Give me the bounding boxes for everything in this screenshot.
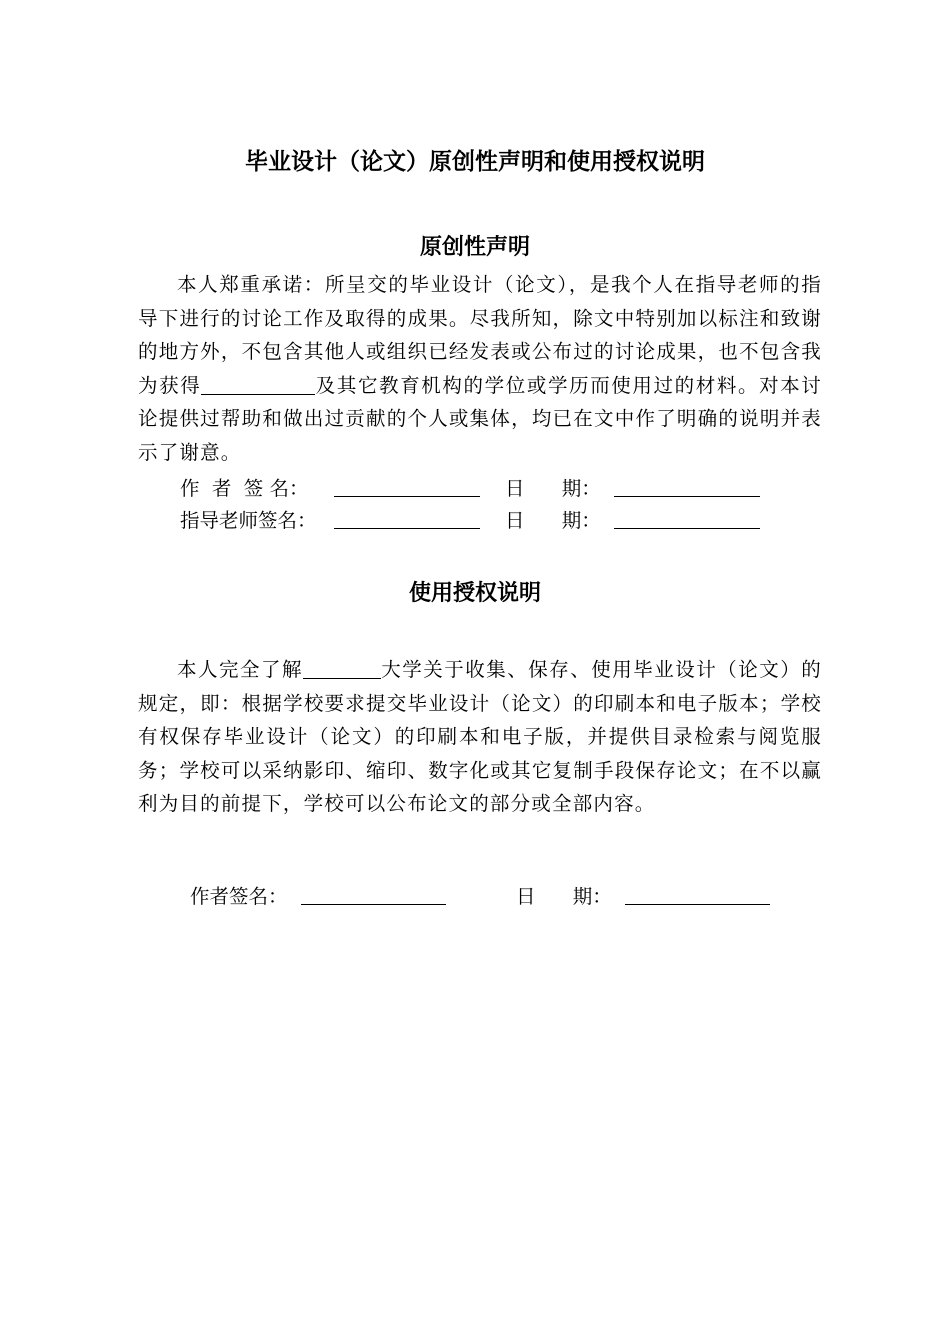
originality-text-part2: 及其它教育机构的学位或学历而使用过的材料。对本讨论提供过帮助和做出过贡献的个人或集体，均已在文中作了明确的说明并表示了谢意。 — [138, 373, 822, 464]
originality-text-part1: 本人郑重承诺：所呈交的毕业设计（论文），是我个人在指导老师的指导下进行的讨论工作及取得的成果。尽我所知，除文中特别加以标注和致谢的地方外，不包含其他人或组织已经发表或公布过的讨论成果，也不包含我为获得 — [138, 273, 822, 397]
author-date-line — [614, 496, 760, 497]
university-blank — [303, 659, 381, 680]
usage-author-signature-label: 作者签名： — [190, 885, 288, 908]
advisor-signature-row — [0, 504, 950, 538]
usage-text-part2: 大学关于收集、保存、使用毕业设计（论文）的规定，即：根据学校要求提交毕业设计（论文）的印刷本和电子版本；学校有权保存毕业设计（论文）的印刷本和电子版，并提供目录检索与阅览服务；学校可以采纳影印、缩印、数字化或其它复制手段保存论文；在不以赢利为目的前提下，学校可以公布论文的部分或全部内容。 — [138, 658, 822, 816]
originality-paragraph — [138, 268, 822, 470]
author-signature-label: 作 者 签 名： — [180, 477, 309, 500]
originality-heading: 原创性声明 — [419, 235, 530, 260]
advisor-signature-line — [334, 528, 480, 529]
usage-paragraph — [138, 653, 822, 821]
usage-text-part1: 本人完全了解 — [177, 658, 303, 681]
usage-heading: 使用授权说明 — [408, 581, 541, 606]
institution-blank — [201, 374, 315, 395]
usage-date-label: 日 期： — [516, 885, 612, 908]
author-date-label: 日 期： — [505, 477, 601, 500]
usage-author-signature-line — [301, 904, 446, 905]
usage-date-line — [625, 904, 770, 905]
advisor-signature-label: 指导老师签名： — [180, 509, 317, 532]
author-signature-row — [0, 472, 950, 506]
usage-signature-row — [0, 880, 950, 914]
advisor-date-label: 日 期： — [505, 509, 601, 532]
author-signature-line — [334, 496, 480, 497]
document-title: 毕业设计（论文）原创性声明和使用授权说明 — [245, 149, 705, 175]
advisor-date-line — [614, 528, 760, 529]
